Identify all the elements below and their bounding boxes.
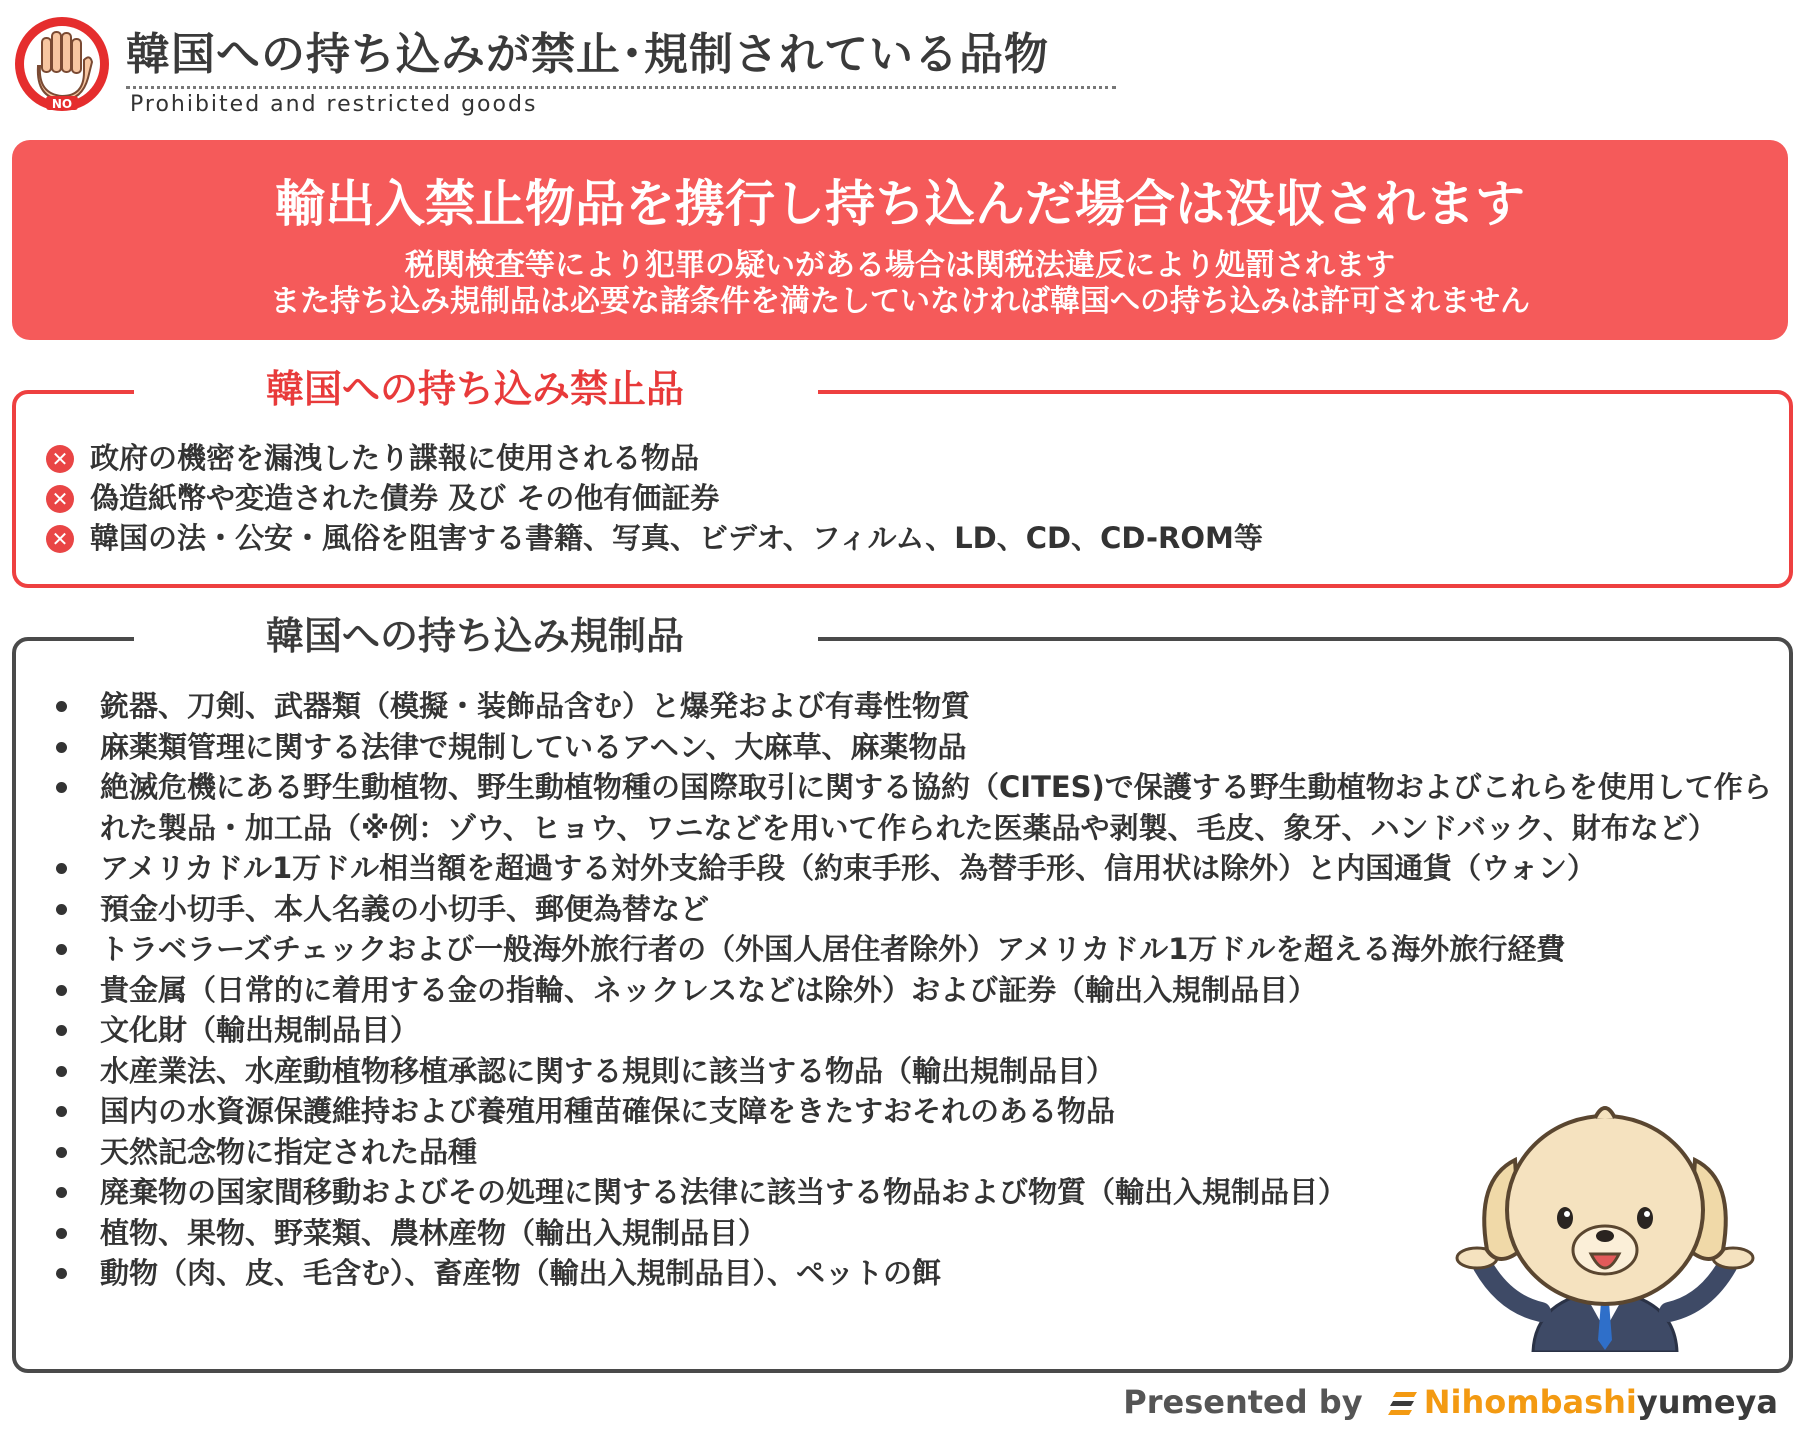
prohibited-section (12, 367, 1793, 588)
list-item (46, 767, 1786, 848)
brand-name-part-2: yumeya (1636, 1383, 1778, 1421)
list-item-text: 国内の水資源保護維持および養殖用種苗確保に支障をきたすおそれのある物品 (100, 1094, 1116, 1128)
x-circle-icon: ✕ (46, 445, 74, 473)
page-subtitle: Prohibited and restricted goods (130, 92, 538, 117)
list-item (46, 438, 1263, 478)
banner-text-line-1: 税関検査等により犯罪の疑いがある場合は関税法違反により処罰されます (405, 248, 1395, 283)
list-item-text: 貴金属（日常的に着用する金の指輪、ネックレスなどは除外）および証券（輸出入規制品目） (100, 972, 1318, 1007)
list-item (46, 1010, 1786, 1051)
list-item-text: 韓国の法・公安・風俗を阻害する書籍、写真、ビデオ、フィルム、LD、CD、CD-ROM等 (90, 521, 1263, 555)
list-item-text: 植物、果物、野菜類、農林産物（輸出入規制品目） (100, 1215, 768, 1250)
no-label: NO (51, 97, 73, 111)
list-item-text: 麻薬類管理に関する法律で規制しているアヘン、大麻草、麻薬物品 (100, 729, 967, 764)
restricted-heading-text: 韓国への持ち込み規制品 (266, 614, 685, 658)
bullet-icon (56, 782, 67, 793)
brand-logo-icon (1388, 1390, 1418, 1418)
list-item-text: 政府の機密を漏洩したり諜報に使用される物品 (90, 441, 700, 475)
list-item (46, 929, 1786, 970)
bullet-icon (56, 904, 67, 915)
banner-heading: 輸出入禁止物品を携行し持ち込んだ場合は没収されます (275, 175, 1525, 233)
bullet-icon (56, 944, 67, 955)
bullet-icon (56, 1025, 67, 1036)
bullet-icon (56, 985, 67, 996)
bullet-icon (56, 1147, 67, 1158)
list-item (46, 686, 1786, 727)
list-item-text: 動物（肉、皮、毛含む）、畜産物（輸出入規制品目）、ペットの餌 (100, 1256, 942, 1290)
list-item (46, 478, 1263, 518)
list-item (46, 848, 1786, 889)
list-item-text: 天然記念物に指定された品種 (100, 1134, 478, 1169)
bullet-icon (56, 863, 67, 874)
list-item-text: 偽造紙幣や変造された債券 及び その他有価証券 (90, 481, 720, 515)
no-hand-icon (12, 14, 112, 114)
bullet-icon (56, 1268, 67, 1279)
banner-text-line-2: また持ち込み規制品は必要な諸条件を満たしていなければ韓国への持ち込みは許可されません (270, 284, 1530, 319)
list-item-text: アメリカドル1万ドル相当額を超過する対外支給手段（約束手形、為替手形、信用状は除外）と内国通貨（ウォン） (100, 851, 1596, 885)
list-item-text: 預金小切手、本人名義の小切手、郵便為替など (100, 891, 710, 926)
bullet-icon (56, 1066, 67, 1077)
list-item-text: 廃棄物の国家間移動およびその処理に関する法律に該当する物品および物質（輸出入規制品目） (100, 1175, 1348, 1209)
list-item (46, 970, 1786, 1011)
bullet-icon (56, 742, 67, 753)
bullet-icon (56, 1106, 67, 1117)
list-item (46, 518, 1263, 558)
restricted-heading (134, 611, 818, 661)
list-item (46, 727, 1786, 768)
list-item-text: 銃器、刀剣、武器類（模擬・装飾品含む）と爆発および有毒性物質 (100, 689, 971, 723)
prohibited-list (46, 438, 1263, 558)
presented-by-label: Presented by (1123, 1383, 1363, 1421)
list-item-text: 絶滅危機にある野生動植物、野生動植物種の国際取引に関する協約（CITES)で保護する野生動植物およびこれらを使用して作られた製品・加工品（※例：ゾウ、ヒョウ、ワニなどを用いて作られた医薬品や剥製、毛皮、象牙、ハンドバック、財布など） (100, 770, 1772, 845)
x-circle-icon: ✕ (46, 525, 74, 553)
list-item-text: 水産業法、水産動植物移植承認に関する規則に該当する物品（輸出規制品目） (100, 1053, 1116, 1088)
footer-credit (1123, 1383, 1778, 1421)
list-item-text: 文化財（輸出規制品目） (100, 1013, 420, 1047)
brand-name-part-1: Nihombashi (1423, 1383, 1637, 1421)
bullet-icon (56, 1187, 67, 1198)
title-divider (126, 86, 1116, 89)
bullet-icon (56, 701, 67, 712)
list-item (46, 889, 1786, 930)
prohibited-heading-text: 韓国への持ち込み禁止品 (266, 367, 685, 411)
list-item-text: トラベラーズチェックおよび一般海外旅行者の（外国人居住者除外）アメリカドル1万ドルを超える海外旅行経費 (100, 932, 1566, 966)
dog-mascot-illustration (1455, 1090, 1755, 1352)
list-item (46, 1051, 1786, 1092)
page-title: 韓国への持ち込みが禁止･規制されている品物 (126, 29, 1049, 80)
bullet-icon (56, 1228, 67, 1239)
x-circle-icon: ✕ (46, 485, 74, 513)
prohibited-heading (134, 364, 818, 414)
warning-banner (12, 140, 1788, 340)
